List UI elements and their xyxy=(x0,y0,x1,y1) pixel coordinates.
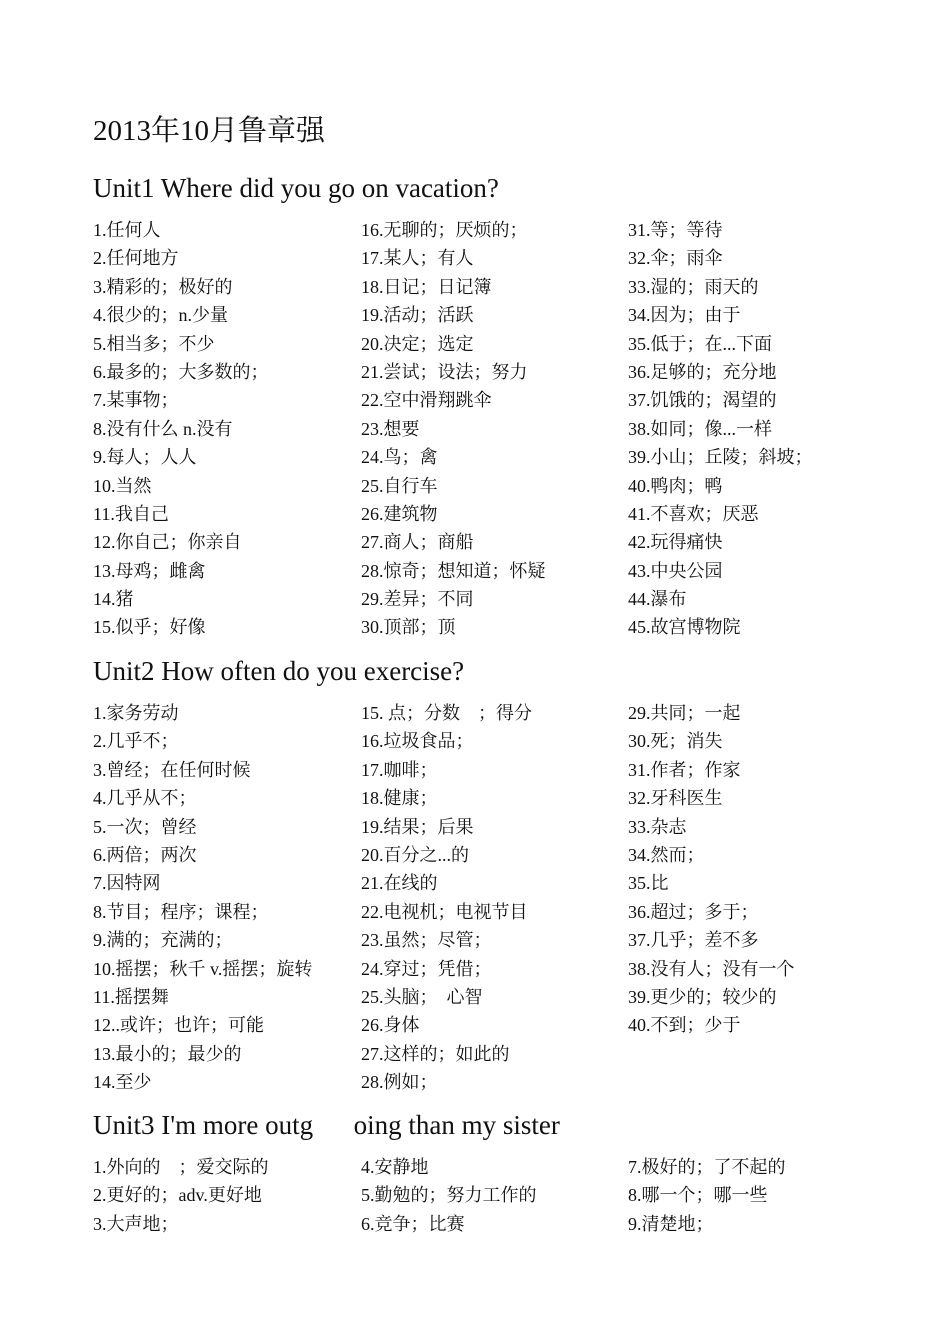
page-title: 2013年10月鲁章强 xyxy=(93,115,326,147)
vocab-item: 44.瀑布 xyxy=(628,589,687,610)
vocab-item: 20.百分之...的 xyxy=(361,844,469,865)
unit1-heading: Unit1 Where did you go on vacation? xyxy=(93,173,499,203)
vocab-item: 34.然而； xyxy=(628,844,705,865)
vocab-item: 14.猪 xyxy=(93,589,134,610)
vocab-item: 35.比 xyxy=(628,873,669,894)
vocab-item: 28.例如； xyxy=(361,1072,438,1093)
vocab-item: 21.在线的 xyxy=(361,873,438,894)
vocab-item: 2.任何地方 xyxy=(93,248,179,269)
vocab-item: 3.曾经；在任何时候 xyxy=(93,759,251,780)
vocab-item: 8.哪一个；哪一些 xyxy=(628,1185,768,1206)
vocab-item: 37.几乎；差不多 xyxy=(628,930,759,951)
vocab-column xyxy=(628,1153,893,1238)
vocab-item: 10.摇摆；秋千 v.摇摆；旋转 xyxy=(93,958,313,979)
vocab-item: 2.更好的；adv.更好地 xyxy=(93,1185,262,1206)
vocab-item: 2.几乎不； xyxy=(93,731,179,752)
vocab-column xyxy=(361,1153,626,1238)
vocab-column xyxy=(628,699,893,1040)
vocab-item: 39.更少的；较少的 xyxy=(628,986,777,1007)
vocab-item: 33.杂志 xyxy=(628,816,687,837)
vocab-item: 10.当然 xyxy=(93,475,152,496)
vocab-item: 40.鸭肉；鸭 xyxy=(628,475,723,496)
vocab-item: 1.任何人 xyxy=(93,220,161,240)
vocab-item: 4.很少的；n.少量 xyxy=(93,305,228,326)
vocab-item: 13.最小的；最少的 xyxy=(93,1043,242,1064)
vocab-item: 39.小山；丘陵；斜坡； xyxy=(628,447,813,468)
vocab-item: 25.自行车 xyxy=(361,475,438,496)
vocab-item: 9.满的；充满的； xyxy=(93,930,233,951)
vocab-item: 27.商人；商船 xyxy=(361,532,474,553)
vocab-item: 32.牙科医生 xyxy=(628,788,723,809)
vocab-item: 17.咖啡； xyxy=(361,759,438,780)
vocab-item: 11.摇摆舞 xyxy=(93,986,169,1007)
vocab-item: 7.因特网 xyxy=(93,873,161,894)
vocab-item: 24.鸟；禽 xyxy=(361,447,438,468)
vocab-item: 24.穿过；凭借； xyxy=(361,958,492,979)
vocab-item: 43.中央公园 xyxy=(628,560,723,581)
vocab-item: 13.母鸡；雌禽 xyxy=(93,560,206,581)
vocab-item: 1.外向的 ；爱交际的 xyxy=(93,1157,269,1177)
vocab-item: 23.虽然；尽管； xyxy=(361,930,492,951)
unit3-heading: Unit3 I'm more outg oing than my sister xyxy=(93,1110,560,1140)
vocab-column xyxy=(628,216,893,642)
vocab-item: 26.身体 xyxy=(361,1015,420,1036)
vocab-item: 8.节目；程序；课程； xyxy=(93,901,269,922)
vocab-item: 22.电视机；电视节目 xyxy=(361,901,528,922)
vocab-column xyxy=(361,699,626,1096)
vocab-item: 5.相当多；不少 xyxy=(93,333,215,354)
vocab-item: 12..或许；也许；可能 xyxy=(93,1015,264,1036)
vocab-item: 9.清楚地； xyxy=(628,1213,714,1234)
vocab-item: 4.安静地 xyxy=(361,1157,429,1177)
vocab-item: 20.决定；选定 xyxy=(361,333,474,354)
vocab-column xyxy=(93,216,358,642)
vocab-item: 33.湿的；雨天的 xyxy=(628,276,759,297)
vocab-item: 16.无聊的；厌烦的； xyxy=(361,220,528,240)
vocab-item: 7.极好的；了不起的 xyxy=(628,1157,786,1177)
vocab-item: 32.伞；雨伞 xyxy=(628,248,723,269)
vocab-item: 3.大声地； xyxy=(93,1213,179,1234)
vocab-column xyxy=(93,1153,358,1238)
vocab-item: 15. 点；分数 ；得分 xyxy=(361,703,532,723)
vocab-column xyxy=(93,699,358,1096)
vocab-item: 29.共同；一起 xyxy=(628,703,741,723)
vocab-item: 1.家务劳动 xyxy=(93,703,179,723)
vocab-item: 4.几乎从不； xyxy=(93,788,197,809)
vocab-item: 18.日记；日记簿 xyxy=(361,276,492,297)
vocab-item: 27.这样的；如此的 xyxy=(361,1043,510,1064)
unit2-heading: Unit2 How often do you exercise? xyxy=(93,656,465,686)
vocab-item: 38.如同；像...一样 xyxy=(628,418,772,439)
vocab-item: 5.勤勉的；努力工作的 xyxy=(361,1185,537,1206)
vocab-item: 7.某事物； xyxy=(93,390,179,411)
vocab-item: 36.足够的；充分地 xyxy=(628,361,777,382)
vocab-item: 3.精彩的；极好的 xyxy=(93,276,233,297)
vocab-item: 5.一次；曾经 xyxy=(93,816,197,837)
vocab-item: 19.活动；活跃 xyxy=(361,305,474,326)
vocab-item: 12.你自己；你亲自 xyxy=(93,532,242,553)
vocab-item: 8.没有什么 n.没有 xyxy=(93,418,233,439)
vocab-item: 18.健康； xyxy=(361,788,438,809)
vocab-item: 37.饥饿的；渴望的 xyxy=(628,390,777,411)
vocab-item: 31.作者；作家 xyxy=(628,759,741,780)
vocab-item: 21.尝试；设法；努力 xyxy=(361,361,528,382)
vocab-item: 31.等；等待 xyxy=(628,220,723,240)
vocab-item: 16.垃圾食品； xyxy=(361,731,474,752)
vocab-item: 36.超过；多于； xyxy=(628,901,759,922)
vocab-item: 29.差异；不同 xyxy=(361,589,474,610)
vocab-item: 15.似乎；好像 xyxy=(93,617,206,638)
vocab-item: 25.头脑； 心智 xyxy=(361,986,483,1007)
vocab-item: 6.竞争；比赛 xyxy=(361,1213,465,1234)
vocab-item: 42.玩得痛快 xyxy=(628,532,723,553)
vocab-item: 38.没有人；没有一个 xyxy=(628,958,795,979)
vocab-item: 19.结果；后果 xyxy=(361,816,474,837)
vocab-item: 6.最多的；大多数的； xyxy=(93,361,269,382)
vocab-item: 26.建筑物 xyxy=(361,503,438,524)
vocab-item: 35.低于；在...下面 xyxy=(628,333,772,354)
vocab-item: 34.因为；由于 xyxy=(628,305,741,326)
vocab-item: 9.每人；人人 xyxy=(93,447,197,468)
vocab-item: 14.至少 xyxy=(93,1072,152,1093)
vocab-column xyxy=(361,216,626,642)
vocab-item: 40.不到；少于 xyxy=(628,1015,741,1036)
vocab-item: 17.某人；有人 xyxy=(361,248,474,269)
vocab-item: 22.空中滑翔跳伞 xyxy=(361,390,492,411)
vocab-item: 41.不喜欢；厌恶 xyxy=(628,503,759,524)
vocab-item: 11.我自己 xyxy=(93,503,169,524)
vocab-item: 6.两倍；两次 xyxy=(93,844,197,865)
vocab-item: 23.想要 xyxy=(361,418,420,439)
vocab-item: 28.惊奇；想知道；怀疑 xyxy=(361,560,546,581)
vocab-item: 30.死；消失 xyxy=(628,731,723,752)
vocab-item: 45.故宫博物院 xyxy=(628,617,741,638)
vocab-item: 30.顶部；顶 xyxy=(361,617,456,638)
